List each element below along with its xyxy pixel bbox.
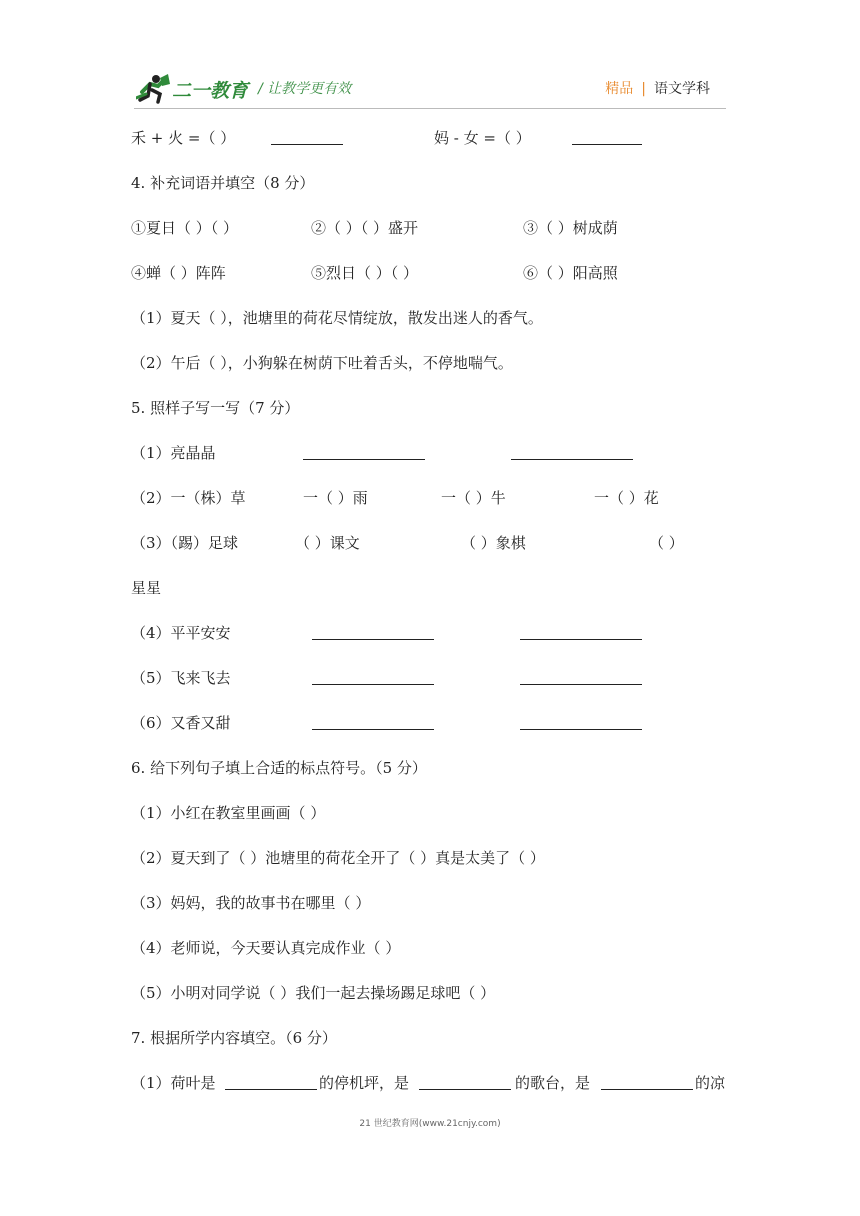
q7-part-b: 的停机坪，是 xyxy=(319,1074,410,1092)
q6-sentence-1: （1）小红在教室里画画（ ） xyxy=(131,804,326,822)
slogan: / 让教学更有效 xyxy=(258,81,352,97)
q5-item-6: （6）又香又甜 xyxy=(131,714,231,732)
answer-blank xyxy=(511,443,633,460)
q5-item-3b: （ ）课文 xyxy=(295,534,360,552)
q4-item-6: ⑥（ ）阳高照 xyxy=(523,264,618,282)
answer-blank xyxy=(520,668,642,685)
q5-item-5: （5）飞来飞去 xyxy=(131,669,231,687)
tag-separator: | xyxy=(641,81,646,97)
q5-item-2b: 一（ ）雨 xyxy=(303,489,368,507)
q3-item-b: 妈 - 女 =（ ） xyxy=(434,129,531,147)
q5-item-1: （1）亮晶晶 xyxy=(131,444,216,462)
subject-label: 语文学科 xyxy=(654,81,710,97)
q7-part-d: 的凉 xyxy=(695,1074,726,1092)
q6-sentence-5: （5）小明对同学说（ ）我们一起去操场踢足球吧（ ） xyxy=(131,984,496,1002)
q4-item-2: ②（ ）（ ）盛开 xyxy=(311,219,419,237)
answer-blank xyxy=(303,443,425,460)
q5-item-4: （4）平平安安 xyxy=(131,624,231,642)
page-header xyxy=(0,0,860,112)
q3-item-a: 禾 + 火 =（ ） xyxy=(131,129,236,147)
answer-blank xyxy=(312,713,434,730)
q6-title: 6. 给下列句子填上合适的标点符号。（5 分） xyxy=(131,759,427,777)
answer-blank xyxy=(225,1073,317,1090)
q4-sentence-1: （1）夏天（ ），池塘里的荷花尽情绽放，散发出迷人的香气。 xyxy=(131,309,543,327)
page-footer: 21 世纪教育网(www.21cnjy.com) xyxy=(359,1119,501,1129)
q6-sentence-3: （3）妈妈，我的故事书在哪里（ ） xyxy=(131,894,371,912)
q7-title: 7. 根据所学内容填空。（6 分） xyxy=(131,1029,337,1047)
answer-blank xyxy=(520,623,642,640)
q5-item-3c: （ ）象棋 xyxy=(461,534,526,552)
q5-item-2d: 一（ ）花 xyxy=(594,489,659,507)
answer-blank xyxy=(520,713,642,730)
q5-row-3-wrap: 星星 xyxy=(131,579,162,597)
quality-label: 精品 xyxy=(605,81,634,97)
q4-title: 4. 补充词语并填空（8 分） xyxy=(131,174,315,192)
answer-blank xyxy=(271,128,343,145)
q5-example-3: （3）（踢）足球 xyxy=(131,534,239,552)
q5-title: 5. 照样子写一写（7 分） xyxy=(131,399,300,417)
q5-item-3d: （ ） xyxy=(649,534,684,552)
q4-item-3: ③（ ）树成荫 xyxy=(523,219,618,237)
q7-part-c: 的歌台，是 xyxy=(515,1074,591,1092)
q4-sentence-2: （2）午后（ ），小狗躲在树荫下吐着舌头，不停地喘气。 xyxy=(131,354,513,372)
answer-blank xyxy=(572,128,642,145)
q6-sentence-2: （2）夏天到了（ ）池塘里的荷花全开了（ ）真是太美了（ ） xyxy=(131,849,545,867)
q6-sentence-4: （4）老师说，今天要认真完成作业（ ） xyxy=(131,939,401,957)
answer-blank xyxy=(312,668,434,685)
q5-item-2c: 一（ ）牛 xyxy=(441,489,506,507)
q4-item-4: ④蝉（ ）阵阵 xyxy=(131,264,226,282)
q4-item-1: ①夏日（ ）（ ） xyxy=(131,219,239,237)
answer-blank xyxy=(312,623,434,640)
subject-tag xyxy=(605,78,710,98)
header-divider xyxy=(134,108,726,109)
q5-example-2: （2）一（株）草 xyxy=(131,489,246,507)
logo-text: 二一教育 xyxy=(172,80,249,102)
q7-part-a: （1）荷叶是 xyxy=(131,1074,216,1092)
q4-item-5: ⑤烈日（ ）（ ） xyxy=(311,264,419,282)
answer-blank xyxy=(601,1073,693,1090)
answer-blank xyxy=(419,1073,511,1090)
